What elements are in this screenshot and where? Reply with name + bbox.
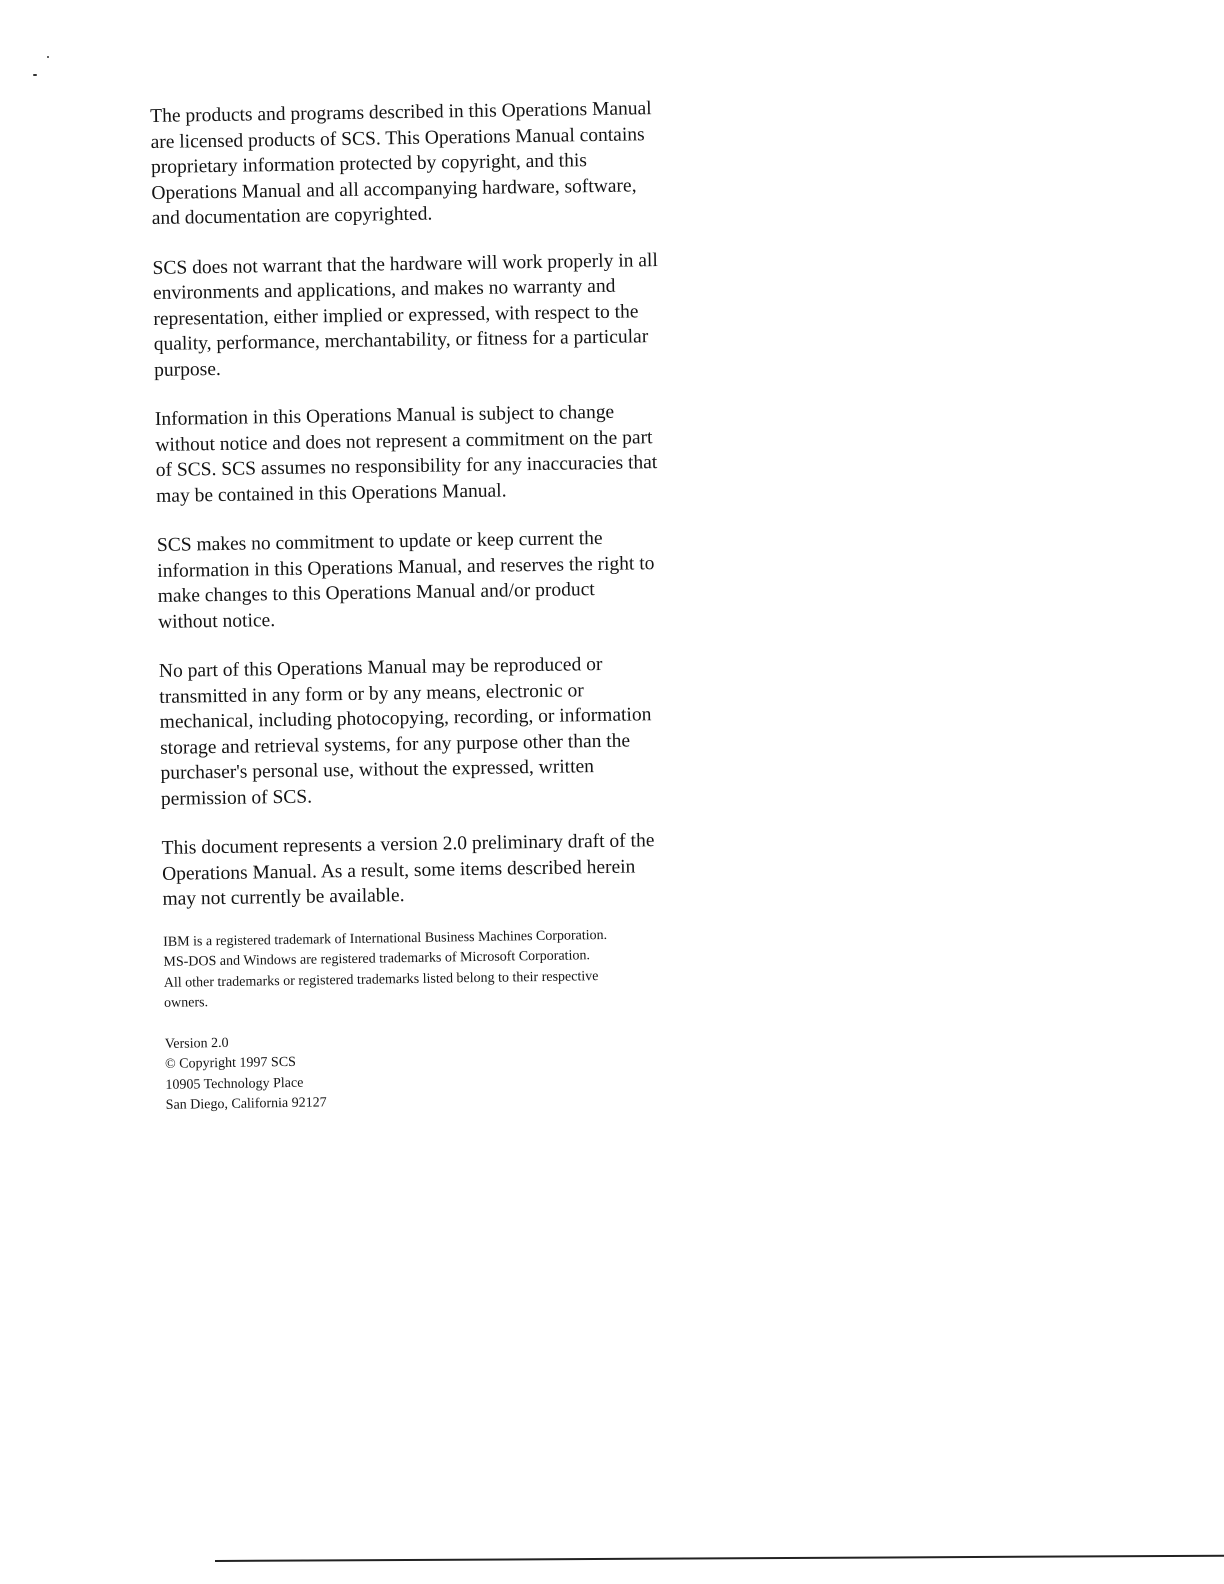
scan-speck: [47, 56, 49, 58]
warranty-paragraph: SCS does not warrant that the hardware will work properly in all environments and applications, and makes no warranty and representation, either implied or expressed, with respect to the quality, performance, merchantability, or fitness for a particular purpose.: [152, 249, 658, 381]
address-line: 10905 Technology Place: [165, 1075, 304, 1093]
change-notice-paragraph: Information in this Operations Manual is subject to change without notice and does not represent a commitment on the part of SCS. SCS assumes no responsibility for any inaccuracies that may be contained in this Operations Manual.: [154, 401, 658, 507]
page-bottom-rule: [215, 1555, 1224, 1562]
update-paragraph: SCS makes no commitment to update or keep current the information in this Operations Manual, and reserves the right to make changes to this Operations Manual and/or product without notice.: [156, 527, 655, 633]
copyright-line: © Copyright 1997 SCS: [164, 1054, 297, 1072]
city-line: San Diego, California 92127: [165, 1095, 327, 1113]
version-line: Version 2.0: [164, 1035, 229, 1052]
trademarks-notice: IBM is a registered trademark of International Business Machines Corporation. MS-DOS and Windows are registered trademarks of Microsoft Corporation. All other trademarks or registered trademarks listed belong to their respective owners.: [163, 927, 608, 1011]
colophon: [165, 1025, 746, 1116]
reproduction-paragraph: No part of this Operations Manual may be reproduced or transmitted in any form or by any means, electronic or mechanical, including photocopying, recording, or information storage and retrieval systems, for any purpose other than the purchaser's personal use, without the expressed, written permission of SCS.: [158, 653, 652, 810]
draft-notice-paragraph: This document represents a version 2.0 preliminary draft of the Operations Manual. As a result, some items described herein may not currently be available.: [161, 830, 655, 910]
license-paragraph: The products and programs described in this Operations Manual are licensed products of SCS. This Operations Manual contains proprietary information protected by copyright, and this Operations Manual and all accompanying hardware, software, and documentation are copyrighted.: [150, 98, 652, 229]
legal-notice: [150, 95, 746, 1116]
scan-speck: [33, 74, 37, 76]
